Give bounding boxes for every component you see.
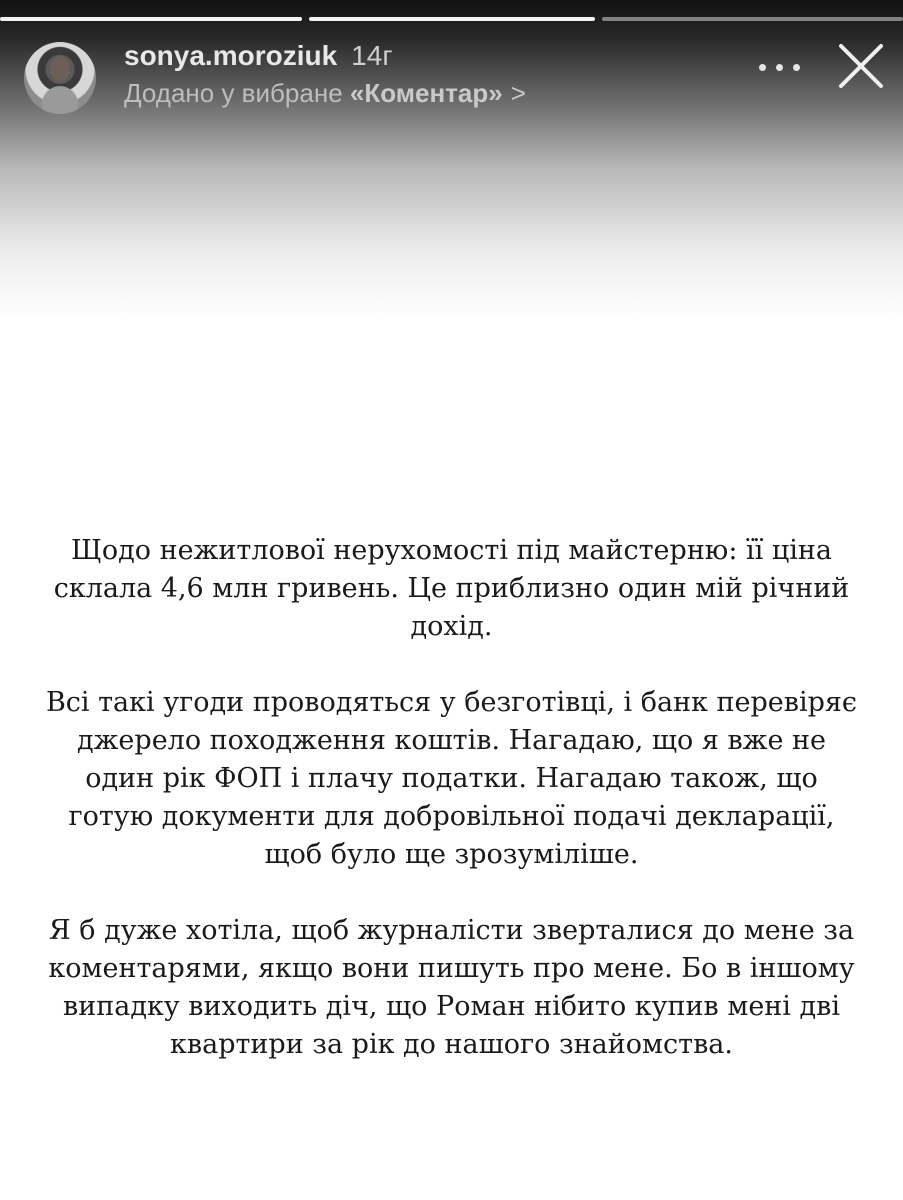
- progress-segment-1: [0, 17, 302, 21]
- post-time: 14г: [351, 40, 393, 71]
- highlight-link[interactable]: [124, 78, 526, 109]
- user-line: [124, 40, 393, 72]
- avatar-body: [42, 86, 78, 114]
- story-text: [40, 532, 863, 1102]
- chevron-right-icon: >: [510, 78, 526, 108]
- close-icon[interactable]: [835, 40, 887, 92]
- story-header: [24, 38, 903, 118]
- story-paragraph-3: Я б дуже хотіла, щоб журналісти зверталися до мене за коментарями, якщо вони пишуть про мене. Бо в іншому випадку виходить діч, що Роман нібито купив мені дві квартири за рік до нашого знайомства.: [48, 915, 855, 1060]
- more-dots-icon[interactable]: [757, 56, 803, 76]
- avatar[interactable]: [24, 42, 96, 114]
- story-paragraph-1: Щодо нежитлової нерухомості під майстерню: її ціна склала 4,6 млн гривень. Це приблизно один мій річний дохід.: [53, 535, 850, 642]
- avatar-head: [50, 56, 70, 82]
- story-progress-bar: [0, 17, 903, 21]
- highlight-name: «Коментар»: [349, 78, 503, 108]
- username-link[interactable]: sonya.moroziuk: [124, 40, 338, 71]
- progress-segment-2: [309, 17, 595, 21]
- progress-segment-3: [602, 17, 903, 21]
- highlight-prefix: Додано у вибране: [124, 78, 343, 108]
- story-paragraph-2: Всі такі угоди проводяться у безготівці, і банк перевіряє джерело походження коштів. Нагадаю, що я вже не один рік ФОП і плачу податки. Нагадаю також, що готую документи для добровільної подачі декларації, щоб було ще зрозуміліше.: [45, 687, 858, 870]
